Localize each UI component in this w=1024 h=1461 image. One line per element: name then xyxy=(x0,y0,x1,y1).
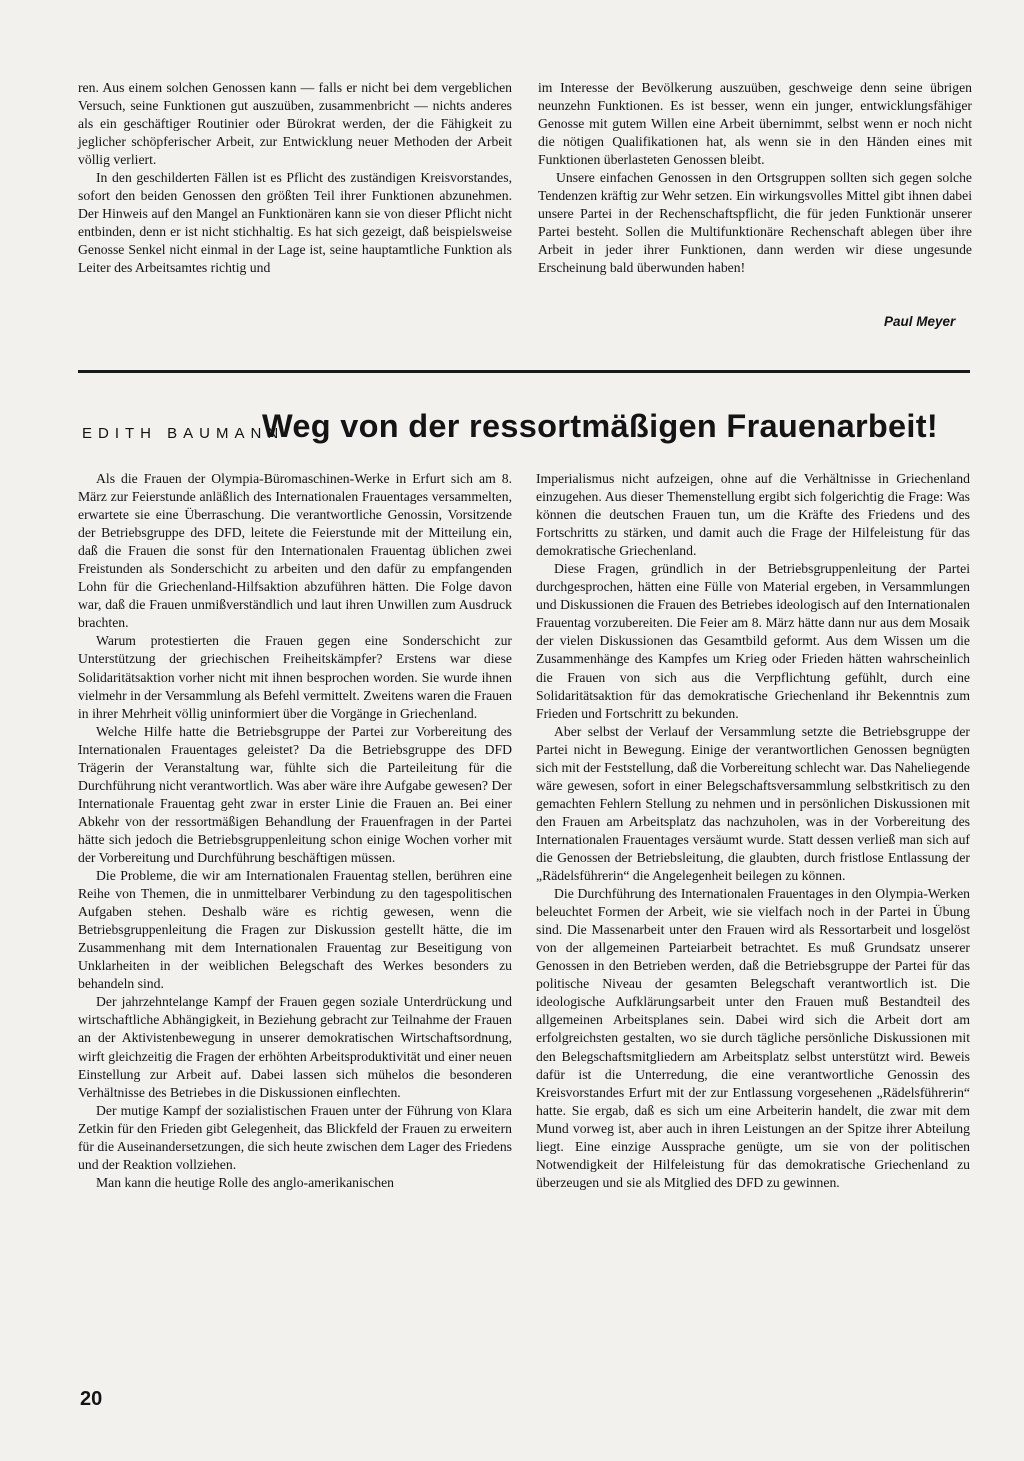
article-right-column xyxy=(536,470,970,1192)
article-author: EDITH BAUMANN xyxy=(82,425,285,442)
paragraph: Aber selbst der Verlauf der Versammlung setzte die Betriebsgruppe der Partei nicht in Bewegung. Einige der verantwortlichen Genossen begnügten sich mit der Feststellung, daß die Vorbereitung schlecht war. Das Naheliegende wäre gewesen, sofort in einer Belegschaftsversammlung selbstkritisch zu den gemachten Fehlern Stellung zu nehmen und in persönlichen Diskussionen mit den Frauen am Arbeitsplatz das nachzuholen, was in der Vorbereitung des Internationalen Frauentages versäumt wurde. Statt dessen verließ man sich auf die Genossen der Betriebsleitung, die glaubten, durch fristlose Entlassung der „Rädelsführerin“ die Angelegenheit beilegen zu können. xyxy=(536,723,970,884)
paragraph: Der jahrzehntelange Kampf der Frauen gegen soziale Unterdrückung und wirtschaftliche Abhängigkeit, in Beziehung gebracht zur Teilnahme der Frauen an der Aktivistenbewegung in unserer demokratischen Wirtschaftsordnung, wirft gleichzeitig die Fragen der erhöhten Arbeitsproduktivität und einer neuen Einstellung zur Arbeit auf. Dabei lassen sich mühelos die besonderen Verhältnisse des Betriebes in die Diskussionen einflechten. xyxy=(78,994,512,1100)
page-number: 20 xyxy=(80,1388,103,1410)
paragraph: Der mutige Kampf der sozialistischen Frauen unter der Führung von Klara Zetkin für den Frieden gibt Gelegenheit, das Blickfeld der Frauen zu erweitern für die Auseinandersetzungen, die sich heute zwischen dem Lager des Friedens und der Reaktion vollziehen. xyxy=(78,1102,512,1172)
paragraph: Man kann die heutige Rolle des anglo-amerikanischen xyxy=(96,1174,394,1190)
article-headline: Weg von der ressortmäßigen Frauenarbeit! xyxy=(262,408,938,444)
top-right-column xyxy=(538,79,972,278)
paragraph: In den geschilderten Fällen ist es Pflicht des zuständigen Kreisvorstandes, sofort den beiden Genossen den größten Teil ihrer Funktionen abzunehmen. Der Hinweis auf den Mangel an Funktionären kann sie von dieser Pflicht nicht entbinden, denn er ist nicht stichhaltig. Es hat sich gezeigt, daß beispielsweise Genosse Senkel nicht einmal in der Lage ist, seine hauptamtliche Funktion als Leiter des Arbeitsamtes richtig und xyxy=(78,170,512,276)
top-left-column xyxy=(78,79,512,278)
paragraph: Die Durchführung des Internationalen Frauentages in den Olympia-Werken beleuchtet Formen der Arbeit, wie sie vielfach noch in der Partei in Übung sind. Die Massenarbeit unter den Frauen wird als Ressortarbeit und losgelöst von der allgemeinen Parteiarbeit betrachtet. Es muß Grundsatz unserer Genossen in den Betrieben werden, daß die Betriebsgruppe der Partei für das politische Niveau der gesamten Belegschaft verantwortlich ist. Die ideologische Aufklärungsarbeit unter den Frauen muß Bestandteil des allgemeinen Arbeitsplanes sein. Dabei wird sich die Arbeit dort am erfolgreichsten gestalten, wo sie durch tägliche persönliche Diskussionen mit den Belegschaftsmitgliedern am Arbeitsplatz selbst unterstützt wird. Beweis dafür ist die Unterredung, die eine verantwortliche Genossin des Kreisvorstandes Erfurt mit der zur Entlassung vorgesehenen „Rädelsführerin“ hatte. Sie ergab, daß es sich um eine Arbeiterin handelt, die zwar mit dem Mund vorweg ist, aber auch in ihren Leistungen an der Spitze ihrer Abteilung liegt. Eine einzige Aussprache genügte, um sie von der politischen Notwendigkeit der Hilfeleistung für das demokratische Griechenland zu überzeugen und sie als Mitglied des DFD zu gewinnen. xyxy=(536,886,970,1190)
paragraph: Als die Frauen der Olympia-Büromaschinen-Werke in Erfurt sich am 8. März zur Feierstunde anläßlich des Internationalen Frauentages versammelten, erwartete sie eine Überraschung. Die verantwortliche Genossin, Vorsitzende der Betriebsgruppe des DFD, leitete die Feierstunde mit der Mitteilung ein, daß die Frauen die sonst für den Internationalen Frauentag üblichen zwei Freistunden als Sonderschicht zu arbeiten und den dafür zu empfangenden Lohn für die Griechenland-Hilfsaktion abzuführen hätten. Die Folge davon war, daß die Frauen unmißverständlich und laut ihren Unwillen zum Ausdruck brachten. xyxy=(78,471,512,631)
paragraph: Imperialismus nicht aufzeigen, ohne auf die Verhältnisse in Griechenland einzugehen. Aus dieser Themenstellung ergibt sich folgerichtig die Frage: Was können die deutschen Frauen tun, um die Kräfte des Friedens und des Fortschritts zu stärken, und damit auch die Frage der Hilfeleistung für das demokratische Griechenland. xyxy=(536,471,970,559)
paragraph: Welche Hilfe hatte die Betriebsgruppe der Partei zur Vorbereitung des Internationalen Frauentages geleistet? Da die Betriebsgruppe des DFD Trägerin der Veranstaltung war, fühlte sich die Parteileitung für die Durchführung nicht verantwortlich. Was aber wäre ihre Aufgabe gewesen? Der Internationale Frauentag geht zwar in erster Linie die Frauen an. Bei einer Abkehr von der ressortmäßigen Behandlung der Frauenfragen in der Partei hätte sich jedoch die Betriebsgruppenleitung schon einige Wochen vorher mit der Vorbereitung und Durchführung beschäftigen müssen. xyxy=(78,723,512,865)
paragraph: Unsere einfachen Genossen in den Ortsgruppen sollten sich gegen solche Tendenzen kräftig zur Wehr setzen. Ein wirkungsvolles Mittel gibt ihnen dabei unsere Partei in der Rechenschaftspflicht, die für jeden Funktionär unserer Partei besteht. Sollen die Multifunktionäre Rechenschaft ablegen über ihre Arbeit in jeder ihrer Funktionen, dann werden wir diese ungesunde Erscheinung bald überwunden haben! xyxy=(538,170,972,276)
paragraph: Diese Fragen, gründlich in der Betriebsgruppenleitung der Partei durchgesprochen, hätten eine Fülle von Material ergeben, in Versammlungen und Diskussionen die Frauen des Betriebes ideologisch auf den Internationalen Frauentag vorzubereiten. Die Feier am 8. März hätte dann nur aus dem Mosaik der vielen Diskussionen das Gesamtbild geformt. Aus dem Wissen um die Zusammenhänge des Kampfes um Krieg oder Frieden hätten wahrscheinlich die Frauen von sich aus die Verpflichtung gefühlt, durch eine Solidaritätsaktion für das demokratische Griechenland ihr Bekenntnis zum Frieden und Fortschritt zu bekunden. xyxy=(536,561,970,721)
article-left-column xyxy=(78,470,512,1192)
paragraph: ren. Aus einem solchen Genossen kann — falls er nicht bei dem vergeblichen Versuch, seine Funktionen gut auszuüben, zusammenbricht — nichts anderes als ein geschäftiger Routinier oder Bürokrat werden, der die Fähigkeit zu jeglicher schöpferischer Arbeit, zur Entwicklung neuer Methoden der Arbeit völlig verliert. xyxy=(78,80,512,168)
author-signature: Paul Meyer xyxy=(884,314,956,329)
paragraph: im Interesse der Bevölkerung auszuüben, geschweige denn seine übrigen neunzehn Funktionen. Es ist besser, wenn ein junger, entwicklungsfähiger Genosse mit gutem Willen eine Arbeit übernimmt, selbst wenn er noch nicht die nötigen Qualifikationen hat, als wenn sie in den Händen eines mit Funktionen überlasteten Genossen bleibt. xyxy=(538,80,972,168)
section-divider xyxy=(78,370,970,373)
paragraph: Die Probleme, die wir am Internationalen Frauentag stellen, berühren eine Reihe von Themen, die in unmittelbarer Verbindung zu den tagespolitischen Aufgaben stehen. Deshalb wäre es richtig gewesen, wenn die Betriebsgruppenleitung die Fragen zur Diskussion gestellt hätte, die im Zusammenhang mit dem Internationalen Frauentag zur Beseitigung von Unklarheiten in der weiblichen Belegschaft des Werkes besonders zu behandeln sind. xyxy=(78,868,512,992)
paragraph: Warum protestierten die Frauen gegen eine Sonderschicht zur Unterstützung der griechischen Freiheitskämpfer? Erstens war diese Solidaritätsaktion vorher nicht mit ihnen besprochen worden. Sie wurde ihnen vielmehr in der Versammlung als Befehl vermittelt. Zweitens waren die Frauen in ihrer Mehrheit völlig uninformiert über die Vorgänge in Griechenland. xyxy=(78,633,512,721)
